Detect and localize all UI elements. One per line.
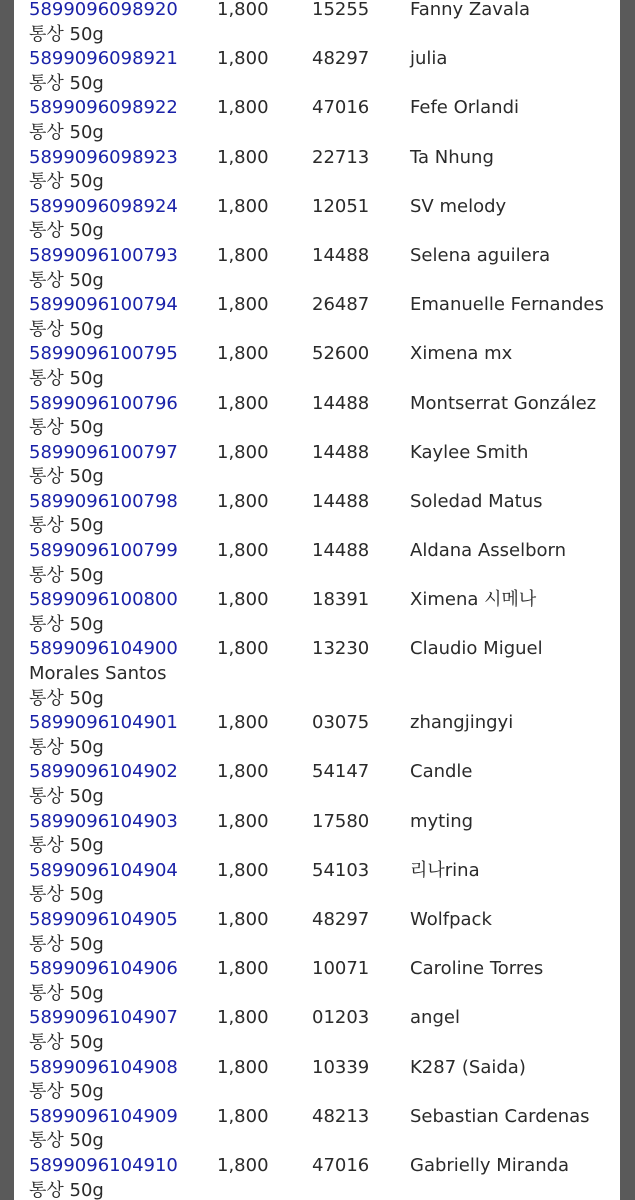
tracking-code-link[interactable]: 5899096104906 <box>29 958 178 980</box>
price-value: 1,800 <box>217 958 269 980</box>
list-item <box>29 760 619 809</box>
tracking-code-link[interactable]: 5899096104909 <box>29 1105 178 1127</box>
tracking-code-link[interactable]: 5899096104903 <box>29 810 178 832</box>
list-item-row <box>29 441 619 466</box>
tracking-code-link[interactable]: 5899096104910 <box>29 1154 178 1176</box>
list-item-row <box>29 1056 619 1081</box>
customer-name: Gabrielly Miranda <box>410 1154 570 1176</box>
customer-name: myting <box>410 810 474 832</box>
customer-number: 22713 <box>312 146 370 168</box>
list-item-row <box>29 810 619 835</box>
price-value: 1,800 <box>217 0 269 20</box>
list-item-row <box>29 711 619 736</box>
shipping-type: 통상 50g <box>29 318 104 340</box>
list-item <box>29 957 619 1006</box>
customer-number: 26487 <box>312 294 370 316</box>
shipping-type: 통상 50g <box>29 515 104 537</box>
shipping-type: 통상 50g <box>29 687 104 709</box>
customer-name: Fanny Zavala <box>410 0 530 20</box>
customer-number: 10071 <box>312 958 370 980</box>
content-panel <box>14 0 620 1200</box>
list-item <box>29 1105 619 1154</box>
price-value: 1,800 <box>217 761 269 783</box>
customer-name: Ximena 시메나 <box>410 589 537 611</box>
customer-name: Sebastian Cardenas <box>410 1105 590 1127</box>
price-value: 1,800 <box>217 1056 269 1078</box>
shipping-type: 통상 50g <box>29 884 104 906</box>
list-item-row <box>29 392 619 417</box>
customer-name: Candle <box>410 761 473 783</box>
tracking-code-link[interactable]: 5899096098924 <box>29 195 178 217</box>
customer-number: 12051 <box>312 195 370 217</box>
price-value: 1,800 <box>217 441 269 463</box>
customer-number: 13230 <box>312 638 370 660</box>
shipping-type: 통상 50g <box>29 1179 104 1200</box>
list-item <box>29 637 619 711</box>
price-value: 1,800 <box>217 859 269 881</box>
list-item-row <box>29 957 619 982</box>
customer-number: 14488 <box>312 244 370 266</box>
list-item <box>29 711 619 760</box>
list-item <box>29 859 619 908</box>
list-item <box>29 539 619 588</box>
list-item-row <box>29 293 619 318</box>
customer-name: Fefe Orlandi <box>410 97 520 119</box>
customer-number: 14488 <box>312 540 370 562</box>
tracking-code-link[interactable]: 5899096100796 <box>29 392 178 414</box>
list-item <box>29 0 619 47</box>
customer-number: 48297 <box>312 908 370 930</box>
list-item <box>29 490 619 539</box>
list-item <box>29 1006 619 1055</box>
list-item-row <box>29 0 619 23</box>
customer-number: 52600 <box>312 343 370 365</box>
shipping-type: 통상 50g <box>29 933 104 955</box>
tracking-code-link[interactable]: 5899096100797 <box>29 441 178 463</box>
shipping-type: 통상 50g <box>29 269 104 291</box>
shipping-type: 통상 50g <box>29 564 104 586</box>
price-value: 1,800 <box>217 244 269 266</box>
list-item-row <box>29 539 619 564</box>
list-item <box>29 244 619 293</box>
list-item <box>29 146 619 195</box>
customer-number: 54147 <box>312 761 370 783</box>
price-value: 1,800 <box>217 195 269 217</box>
price-value: 1,800 <box>217 294 269 316</box>
customer-name: Claudio Miguel <box>410 638 543 660</box>
list-item <box>29 1154 619 1200</box>
price-value: 1,800 <box>217 638 269 660</box>
tracking-code-link[interactable]: 5899096098922 <box>29 97 178 119</box>
customer-name: angel <box>410 1007 460 1029</box>
list-item-row <box>29 859 619 884</box>
list-item-row <box>29 244 619 269</box>
shipping-type: 통상 50g <box>29 72 104 94</box>
customer-name: zhangjingyi <box>410 712 514 734</box>
customer-name: 리나rina <box>410 859 480 881</box>
list-item-row <box>29 47 619 72</box>
list-item <box>29 96 619 145</box>
list-item-row <box>29 1154 619 1179</box>
tracking-code-link[interactable]: 5899096100800 <box>29 589 178 611</box>
list-item-row <box>29 588 619 613</box>
price-value: 1,800 <box>217 97 269 119</box>
price-value: 1,800 <box>217 908 269 930</box>
price-value: 1,800 <box>217 1105 269 1127</box>
list-item <box>29 588 619 637</box>
shipping-type: 통상 50g <box>29 613 104 635</box>
customer-name: Soledad Matus <box>410 490 543 512</box>
tracking-code-link[interactable]: 5899096104908 <box>29 1056 178 1078</box>
customer-name: Aldana Asselborn <box>410 540 567 562</box>
shipping-type: 통상 50g <box>29 982 104 1004</box>
list-item <box>29 293 619 342</box>
tracking-code-link[interactable]: 5899096104904 <box>29 859 178 881</box>
tracking-code-link[interactable]: 5899096098923 <box>29 146 178 168</box>
tracking-code-link[interactable]: 5899096100793 <box>29 244 178 266</box>
customer-number: 17580 <box>312 810 370 832</box>
shipping-type: 통상 50g <box>29 171 104 193</box>
tracking-code-link[interactable]: 5899096104901 <box>29 712 178 734</box>
customer-name: julia <box>410 48 448 70</box>
shipping-type: 통상 50g <box>29 1081 104 1103</box>
tracking-code-link[interactable]: 5899096104907 <box>29 1007 178 1029</box>
list-item-row <box>29 195 619 220</box>
customer-number: 01203 <box>312 1007 370 1029</box>
shipping-type: 통상 50g <box>29 786 104 807</box>
price-value: 1,800 <box>217 589 269 611</box>
list-item-row <box>29 908 619 933</box>
shipping-type: 통상 50g <box>29 23 104 45</box>
customer-number: 15255 <box>312 0 370 20</box>
list-item <box>29 908 619 957</box>
list-item <box>29 47 619 96</box>
list-item-row <box>29 342 619 367</box>
shipping-type: 통상 50g <box>29 417 104 439</box>
order-list <box>29 0 619 1200</box>
shipping-type: 통상 50g <box>29 367 104 389</box>
tracking-code-link[interactable]: 5899096098920 <box>29 0 178 20</box>
price-value: 1,800 <box>217 490 269 512</box>
customer-name: Emanuelle Fernandes <box>410 294 604 316</box>
customer-name: Kaylee Smith <box>410 441 529 463</box>
shipping-type: 통상 50g <box>29 121 104 143</box>
price-value: 1,800 <box>217 146 269 168</box>
tracking-code-link[interactable]: 5899096098921 <box>29 48 178 70</box>
list-item <box>29 342 619 391</box>
customer-name: SV melody <box>410 195 507 217</box>
customer-number: 18391 <box>312 589 370 611</box>
customer-name: Selena aguilera <box>410 244 551 266</box>
price-value: 1,800 <box>217 540 269 562</box>
list-item <box>29 195 619 244</box>
customer-name: Ta Nhung <box>410 146 494 168</box>
customer-number: 48213 <box>312 1105 370 1127</box>
tracking-code-link[interactable]: 5899096100799 <box>29 540 178 562</box>
shipping-type: 통상 50g <box>29 835 104 857</box>
shipping-type: 통상 50g <box>29 1031 104 1053</box>
tracking-code-link[interactable]: 5899096104905 <box>29 908 178 930</box>
customer-number: 03075 <box>312 712 370 734</box>
price-value: 1,800 <box>217 1007 269 1029</box>
shipping-type: 통상 50g <box>29 466 104 488</box>
price-value: 1,800 <box>217 392 269 414</box>
shipping-type: 통상 50g <box>29 736 104 758</box>
price-value: 1,800 <box>217 48 269 70</box>
customer-name: Ximena mx <box>410 343 513 365</box>
tracking-code-link[interactable]: 5899096100795 <box>29 343 178 365</box>
list-item-row <box>29 96 619 121</box>
customer-name: Wolfpack <box>410 908 492 930</box>
customer-name: Montserrat González <box>410 392 597 414</box>
tracking-code-link[interactable]: 5899096104900 <box>29 638 178 660</box>
list-item <box>29 810 619 859</box>
tracking-code-link[interactable]: 5899096100798 <box>29 490 178 512</box>
price-value: 1,800 <box>217 712 269 734</box>
customer-number: 47016 <box>312 1154 370 1176</box>
customer-number: 10339 <box>312 1056 370 1078</box>
list-item-row <box>29 490 619 515</box>
customer-name-continued: Morales Santos <box>29 663 167 685</box>
list-item-row <box>29 637 619 662</box>
customer-number: 14488 <box>312 441 370 463</box>
list-item <box>29 1056 619 1105</box>
customer-number: 47016 <box>312 97 370 119</box>
tracking-code-link[interactable]: 5899096104902 <box>29 761 178 783</box>
customer-number: 14488 <box>312 392 370 414</box>
list-item <box>29 441 619 490</box>
list-item <box>29 392 619 441</box>
shipping-type: 통상 50g <box>29 220 104 242</box>
tracking-code-link[interactable]: 5899096100794 <box>29 294 178 316</box>
price-value: 1,800 <box>217 1154 269 1176</box>
price-value: 1,800 <box>217 343 269 365</box>
customer-number: 48297 <box>312 48 370 70</box>
customer-number: 14488 <box>312 490 370 512</box>
customer-number: 54103 <box>312 859 370 881</box>
customer-name: K287 (Saida) <box>410 1056 526 1078</box>
list-item-row <box>29 1006 619 1031</box>
price-value: 1,800 <box>217 810 269 832</box>
list-item-row <box>29 760 619 785</box>
list-item-row <box>29 1105 619 1130</box>
list-item-row <box>29 146 619 171</box>
customer-name: Caroline Torres <box>410 958 544 980</box>
shipping-type: 통상 50g <box>29 1130 104 1152</box>
